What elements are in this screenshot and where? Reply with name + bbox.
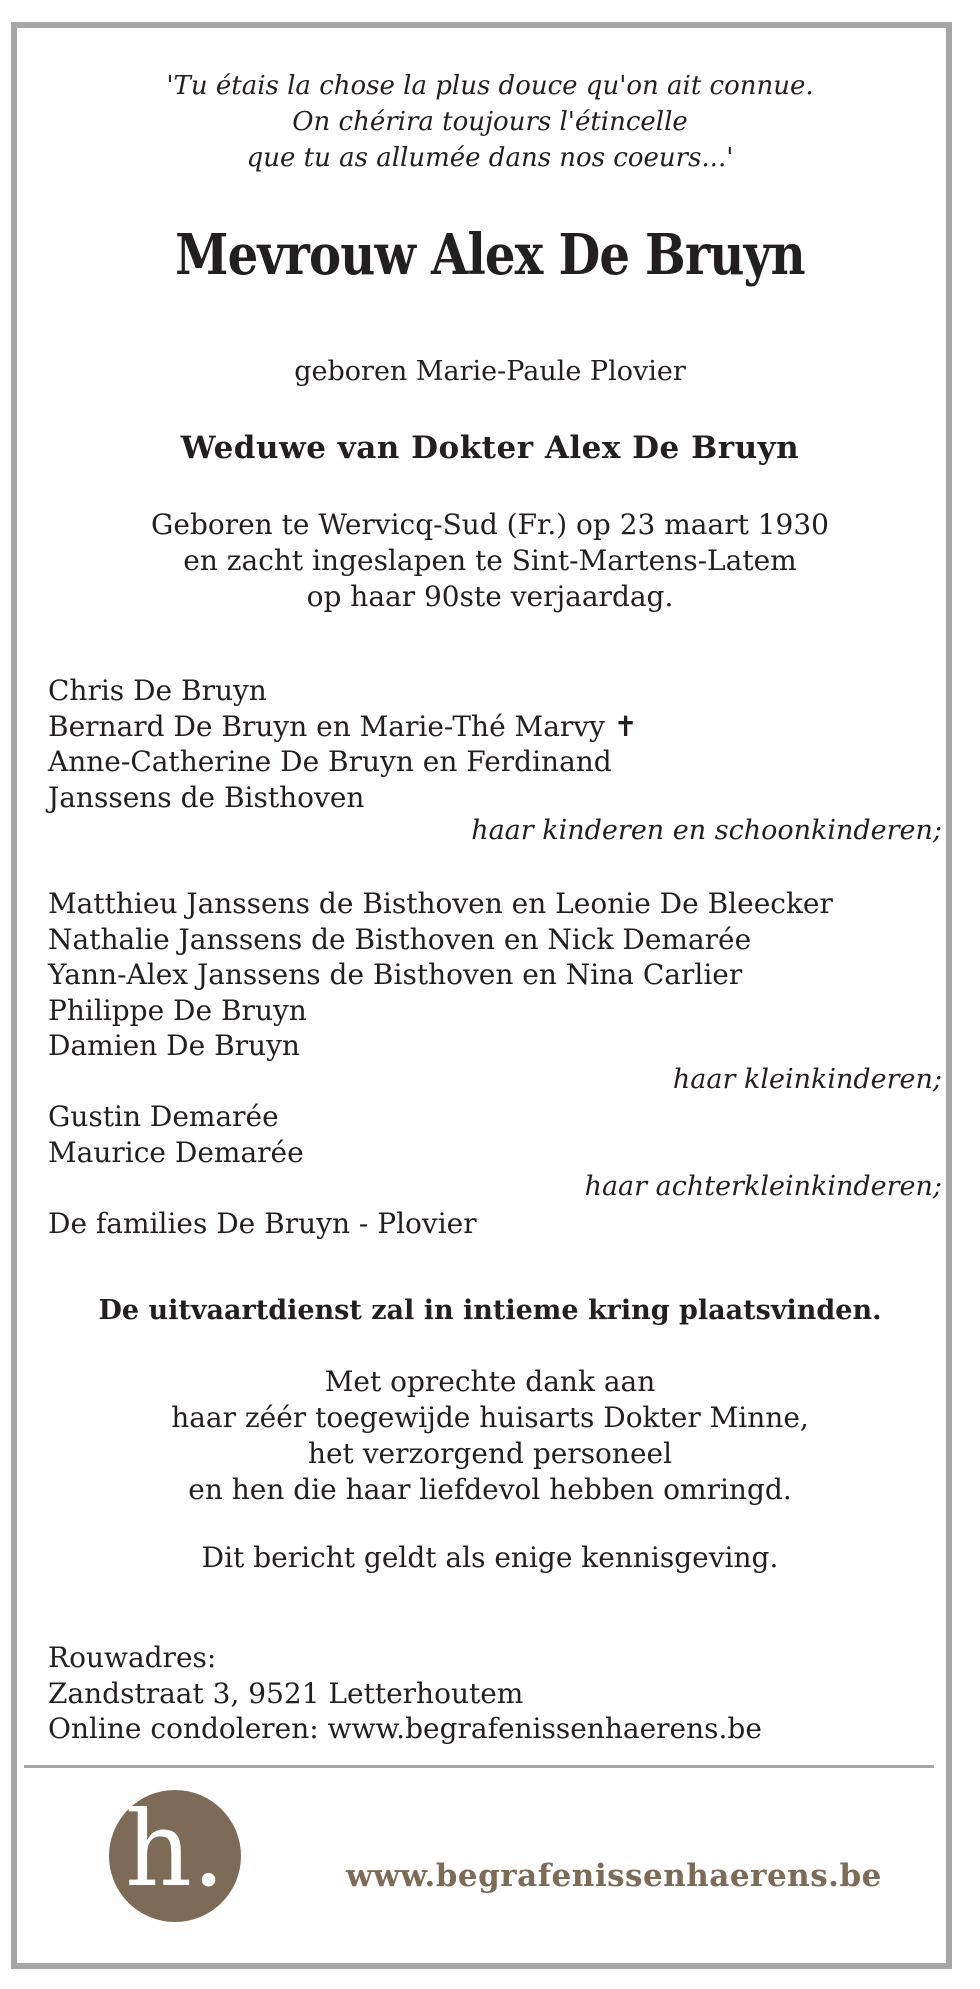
- condolence-line: Online condoleren: www.begrafenissenhaerens.be: [48, 1712, 762, 1745]
- great-grandchildren-relation: haar achterkleinkinderen;: [584, 1171, 942, 1202]
- children-list: [48, 673, 637, 815]
- logo-text: h.: [124, 1788, 226, 1910]
- quote-line: 'Tu étais la chose la plus douce qu'on ait connue.: [166, 71, 814, 101]
- birth-death-line: op haar 90ste verjaardag.: [306, 580, 674, 613]
- quote-line: On chérira toujours l'étincelle: [292, 107, 688, 137]
- address-block: [48, 1640, 762, 1747]
- list-item: Philippe De Bruyn: [48, 993, 307, 1027]
- address-label: Rouwadres:: [48, 1641, 217, 1674]
- funeral-home-logo: [109, 1790, 241, 1922]
- birth-death-line: Geboren te Wervicq-Sud (Fr.) op 23 maart 1930: [151, 508, 829, 541]
- list-item: Matthieu Janssens de Bisthoven en Leonie De Bleecker: [48, 887, 833, 920]
- thanks-line: haar zéér toegewijde huisarts Dokter Minne,: [171, 1401, 809, 1434]
- thanks-line: Met oprechte dank aan: [324, 1365, 656, 1398]
- address-street: Zandstraat 3, 9521 Letterhoutem: [48, 1676, 524, 1710]
- children-relation: haar kinderen en schoonkinderen;: [471, 815, 942, 846]
- thanks-line: en hen die haar liefdevol hebben omringd.: [188, 1473, 792, 1506]
- deceased-name: Mevrouw Alex De Bruyn: [175, 222, 805, 288]
- ceremony-note: De uitvaartdienst zal in intieme kring plaatsvinden.: [98, 1295, 882, 1326]
- grandchildren-relation: haar kleinkinderen;: [672, 1064, 942, 1095]
- list-item: Anne-Catherine De Bruyn en Ferdinand: [48, 745, 612, 778]
- notice: Dit bericht geldt als enige kennisgeving.: [201, 1541, 779, 1574]
- thanks-line: het verzorgend personeel: [307, 1437, 673, 1470]
- born-as: geboren Marie-Paule Plovier: [294, 356, 686, 387]
- list-item: Damien De Bruyn: [48, 1029, 300, 1062]
- list-item: Janssens de Bisthoven: [48, 780, 365, 814]
- list-item: Maurice Demarée: [48, 1135, 304, 1169]
- thanks-block: [0, 1364, 980, 1508]
- list-item: Bernard De Bruyn en Marie-Thé Marvy ✝: [48, 709, 638, 743]
- divider: [24, 1765, 934, 1768]
- funeral-home-url[interactable]: www.begrafenissenhaerens.be: [346, 1858, 882, 1894]
- widow-of: Weduwe van Dokter Alex De Bruyn: [180, 430, 800, 466]
- birth-death-line: en zacht ingeslapen te Sint-Martens-Latem: [183, 544, 797, 577]
- quote-line: que tu as allumée dans nos coeurs...': [246, 143, 734, 173]
- families: De families De Bruyn - Plovier: [48, 1207, 477, 1240]
- list-item: Gustin Demarée: [48, 1100, 279, 1133]
- list-item: Yann-Alex Janssens de Bisthoven en Nina Carlier: [48, 958, 743, 991]
- birth-death-info: [0, 507, 980, 615]
- quote: [0, 68, 980, 176]
- grandchildren-list: [48, 886, 833, 1064]
- list-item: Chris De Bruyn: [48, 674, 267, 707]
- great-grandchildren-list: [48, 1099, 304, 1170]
- list-item: Nathalie Janssens de Bisthoven en Nick Demarée: [48, 922, 752, 956]
